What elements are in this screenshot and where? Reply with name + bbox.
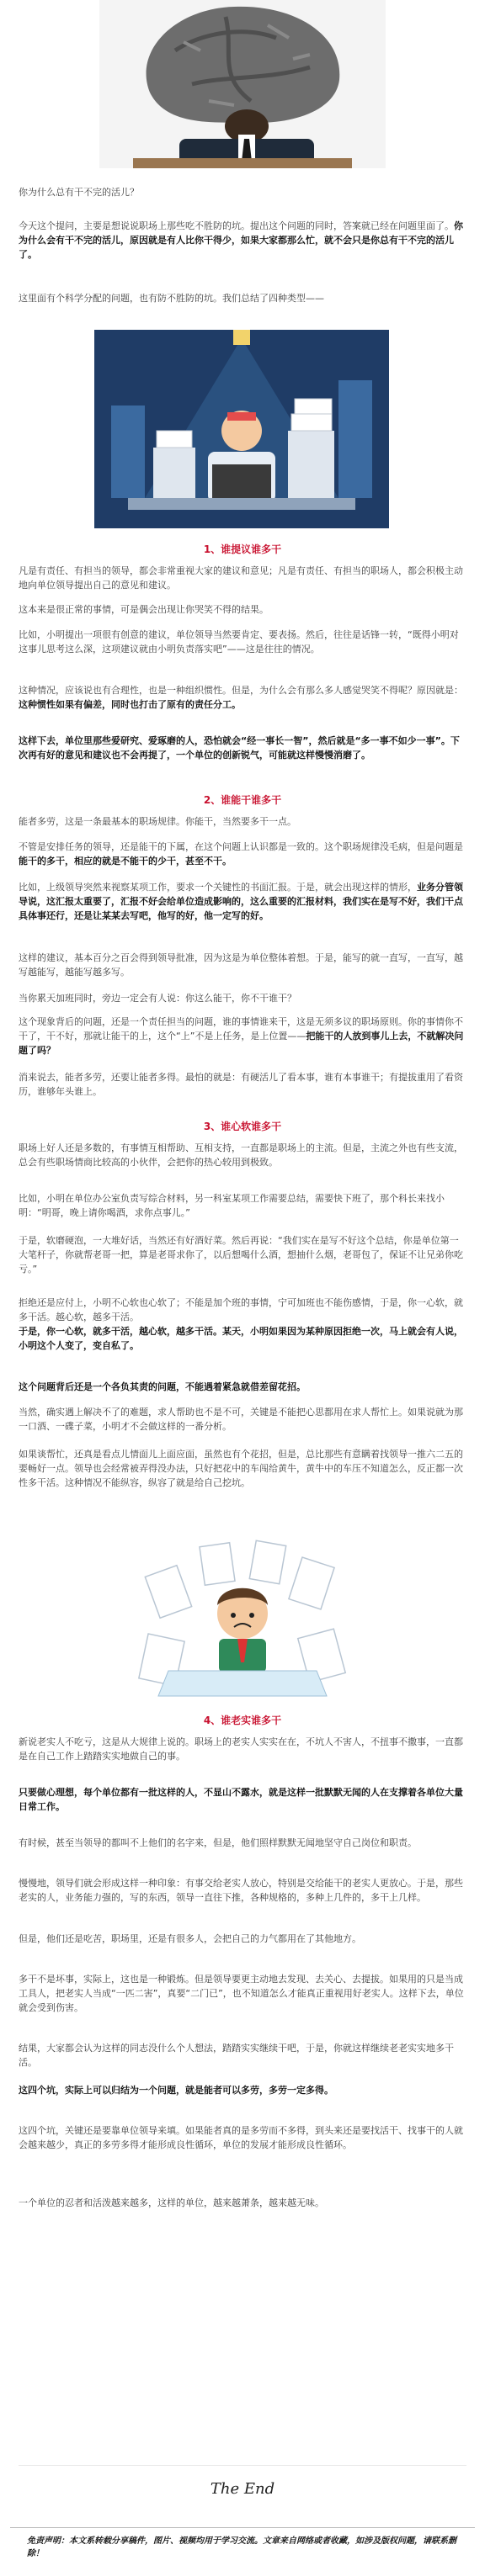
s4-paragraph-7: 结果，大家都会认为这样的同志没什么个人想法，踏踏实实继续干吧，于是，你就这样继续老老实实地多干活。 — [19, 2043, 454, 2068]
s1-paragraph-3: 比如，小明提出一项很有创意的建议，单位领导当然要肯定、要表扬。然后，往往是话锋一转，“既得小明对这事儿思考这么深，这项建议就由小明负责落实吧”——这是往往的情况。 — [19, 629, 459, 655]
s3-paragraph-5 — [19, 1380, 466, 1394]
the-end-label: The End — [210, 2480, 275, 2498]
s4-p2-emphasis: 只要做心理想，每个单位都有一批这样的人，不显山不露水，就是这样一批默默无闻的人在支撑着各单位大量日常工作。 — [19, 1787, 463, 1812]
s1-p5-emphasis: 这样下去，单位里那些爱研究、爱琢磨的人，恐怕就会“经一事长一智”，然后就是“多一事不如少一事”。下次再有好的意见和建议也不会再提了，一个单位的创新锐气，可能就这样慢慢消磨了。 — [19, 735, 460, 761]
s2-paragraph-5: 当你累天加班同时，旁边一定会有人说：你这么能干，你不干谁干？ — [19, 993, 296, 1004]
s2-paragraph-3 — [19, 880, 466, 923]
section-4-heading: 4、谁老实谁多干 — [203, 1715, 282, 1726]
s4-paragraph-5: 但是，他们还是吃苦，职场里，还是有很多人，会把自己的力气都用在了其他地方。 — [19, 1933, 361, 1944]
s3-paragraph-4b — [19, 1324, 466, 1353]
intro-paragraph — [19, 219, 466, 262]
s4-paragraph-4: 慢慢地，领导们就会形成这样一种印象：有事交给老实人放心，特别是交给能干的老实人更放心。于是，那些老实的人，业务能力强的，写的东西，领导一直往下推，各种规格的，多种上几件的，多干上几样。 — [19, 1878, 463, 1903]
s2-p2-emphasis: 能干的多干，相应的就是不能干的少干，甚至不干。 — [19, 856, 232, 867]
s3-paragraph-3: 于是，软磨硬泡，一大堆好话，当然还有好酒好菜。然后再说：“我们实在是写不好这个总结，你是单位第一大笔杆子，你就帮老哥一把，算是老哥求你了，以后想喝什么酒，想抽什么烟，老哥包了，保证不让兄弟你吃亏。” — [19, 1235, 463, 1275]
s3-paragraph-4 — [19, 1296, 466, 1324]
s3-paragraph-1: 职场上好人还是多数的，有事情互相帮助、互相支持，一直都是职场上的主流。但是，主流之外也有些支流，总会有些职场情商比较高的小伙伴，会把你的热心较用到极致。 — [19, 1142, 463, 1168]
section-2-heading: 2、谁能干谁多干 — [203, 794, 282, 806]
intro-text: 今天这个提问，主要是想说说职场上那些吃不胜防的坑。提出这个问题的同时，答案就已经在问题里面了。 — [19, 220, 454, 231]
s1-paragraph-1: 凡是有责任、有担当的领导，都会非常重视大家的建议和意见；凡是有责任、有担当的职场人，都会积极主动地向单位领导提出自己的意见和建议。 — [19, 565, 463, 591]
intro-paragraph-2: 这里面有个科学分配的问题，也有防不胜防的坑。我们总结了四种类型—— — [19, 293, 324, 304]
s3-paragraph-6: 当然，确实遇上解决不了的难题，求人帮助也不是不可，关键是不能把心思都用在求人帮忙上。如果说就为那一口酒、一碟子菜，小明才不会做这样的一番分析。 — [19, 1407, 463, 1432]
s1-paragraph-2: 这本来是很正常的事情，可是偶会出现让你哭笑不得的结果。 — [19, 604, 269, 615]
intro-question: 你为什么总有干不完的活儿？ — [19, 187, 139, 198]
intro-emphasis: 你为什么会有干不完的活儿，原因就是有人比你干得少，如果大家都那么忙，就不会只是你总有干不完的活儿了。 — [19, 220, 463, 260]
s2-paragraph-1: 能者多劳，这是一条最基本的职场规律。你能干，当然要多干一点。 — [19, 816, 296, 827]
paperwork-illustration — [126, 1536, 359, 1701]
s4-paragraph-8 — [19, 2083, 466, 2097]
s1-paragraph-5 — [19, 734, 466, 762]
s2-p3-text: 比如，上级领导突然来视察某项工作，要求一个关键性的书面汇报。于是，就会出现这样的情形， — [19, 882, 417, 893]
disclaimer-box — [10, 2527, 475, 2570]
s3-p5-emphasis: 这个问题背后还是一个各负其责的问题，不能遇着紧急就借差留花招。 — [19, 1381, 306, 1392]
s2-paragraph-2 — [19, 840, 466, 868]
s1-p4-text: 这种情况，应该说也有合理性，也是一种组织惯性。但是，为什么会有那么多人感觉哭笑不得呢？原因就是： — [19, 685, 463, 696]
s2-p3-emphasis: 业务分管领导说，这汇报太重要了，汇报不好会给单位造成影响的，这么重要的汇报材料，我们实在是写不好，我们干点具体事还行，还是让某某去写吧，他写的好，他一定写的好。 — [19, 882, 463, 921]
office-illustration — [94, 330, 389, 528]
s1-p4-emphasis: 这种惯性如果有偏差，同时也打击了原有的责任分工。 — [19, 699, 241, 710]
s2-paragraph-4: 这样的建议，基本百分之百会得到领导批准，因为这是为单位整体着想。于是，能写的就一直写，一直写，越写越能写，越能写越多写。 — [19, 952, 463, 978]
s3-paragraph-7: 如果谈帮忙，还真是看点儿情面儿上面应面，虽然也有个花招，但是，总比那些有意瞒着找领导一推六二五的要畅好一点。领导也会经常被弄得没办法，只好把花中的车闯给黄牛，黄牛中的车压不知道怎么，反正都一次性多干活。这种情况不能纵容，纵容了就是给自己挖坑。 — [19, 1449, 463, 1488]
s4-paragraph-3: 有时候，甚至当领导的都叫不上他们的名字来，但是，他们照样默默无闻地坚守自己岗位和职责。 — [19, 1837, 417, 1848]
s1-paragraph-4 — [19, 683, 466, 712]
disclaimer-text: 免责声明：本文系转载分享稿件，图片、视频均用于学习交流。文章来自网络或者收藏，如涉及版权问题，请联系删除！ — [27, 2536, 456, 2558]
s2-p6-emphasis: 把能干的人放到事儿上去，不就解决问题了吗？ — [19, 1031, 464, 1056]
s2-paragraph-6 — [19, 1015, 466, 1057]
header-image-boulder — [99, 0, 386, 168]
s4-paragraph-6: 多干不是坏事，实际上，这也是一种锻炼。但是领导要更主动地去发现、去关心、去提拔。如果用的只是当成工具人，把老实人当成“一匹二害”，真要“二门已”，也不知道怎么才能真正重视用好老实人。这样下去，单位就会受到伤害。 — [19, 1974, 464, 2013]
s2-paragraph-7: 消来说去，能者多劳，还要让能者多得。最怕的就是：有硬活儿了看本事，谁有本事谁干；有提拔重用了看资历，谁够年头谁上。 — [19, 1072, 463, 1097]
s3-paragraph-2: 比如，小明在单位办公室负责写综合材料，另一科室某项工作需要总结，需要快下班了，那个科长来找小明：“明哥，晚上请你喝酒，求你点事儿。” — [19, 1193, 445, 1218]
s2-p6-text: 这个现象背后的问题，还是一个责任担当的问题，谁的事情谁来干，这是无须多议的职场原则。你的事情你不干了，干不好，那就让能干的上，这个“上”不是上任务，是上位置—— — [19, 1016, 463, 1042]
s4-paragraph-1: 新说老实人不吃亏，这是从大规律上说的。职场上的老实人实实在在，不坑人不害人，不扭事不撒事，一直都是在自己工作上踏踏实实地做自己的事。 — [19, 1736, 463, 1762]
s3-p4-text: 拒绝还是应付上，小明不心软也心软了；不能是加个班的事情，宁可加班也不能伤感情，于是，你一心软，就多干活。越心软，越多干活。 — [19, 1297, 463, 1322]
section-3-heading: 3、谁心软谁多干 — [203, 1121, 282, 1132]
s4-paragraph-10: 一个单位的忍者和活泼越来越多，这样的单位，越来越萧条，越来越无味。 — [19, 2197, 324, 2208]
s2-p2-text: 不管是安排任务的领导，还是能干的下属，在这个问题上认识都是一致的。这个职场规律没毛病，但是问题是 — [19, 841, 463, 852]
s4-paragraph-2 — [19, 1785, 466, 1814]
s3-p4-emphasis: 于是，你一心软，就多干活，越心软，越多干活。某天，小明如果因为某种原因拒绝一次，马上就会有人说，小明这个人变了，变自私了。 — [19, 1326, 463, 1351]
divider — [19, 2465, 466, 2466]
s4-paragraph-9: 这四个坑，关键还是要靠单位领导来填。如果能者真的是多劳而不多得，到头来还是要找活干、找事干的人就会越来越少，真正的多劳多得才能形成良性循环，单位的发展才能形成良性循环。 — [19, 2125, 463, 2150]
s4-p8-emphasis: 这四个坑，实际上可以归结为一个问题，就是能者可以多劳，多劳一定多得。 — [19, 2085, 333, 2096]
section-1-heading: 1、谁提议谁多干 — [203, 543, 282, 555]
